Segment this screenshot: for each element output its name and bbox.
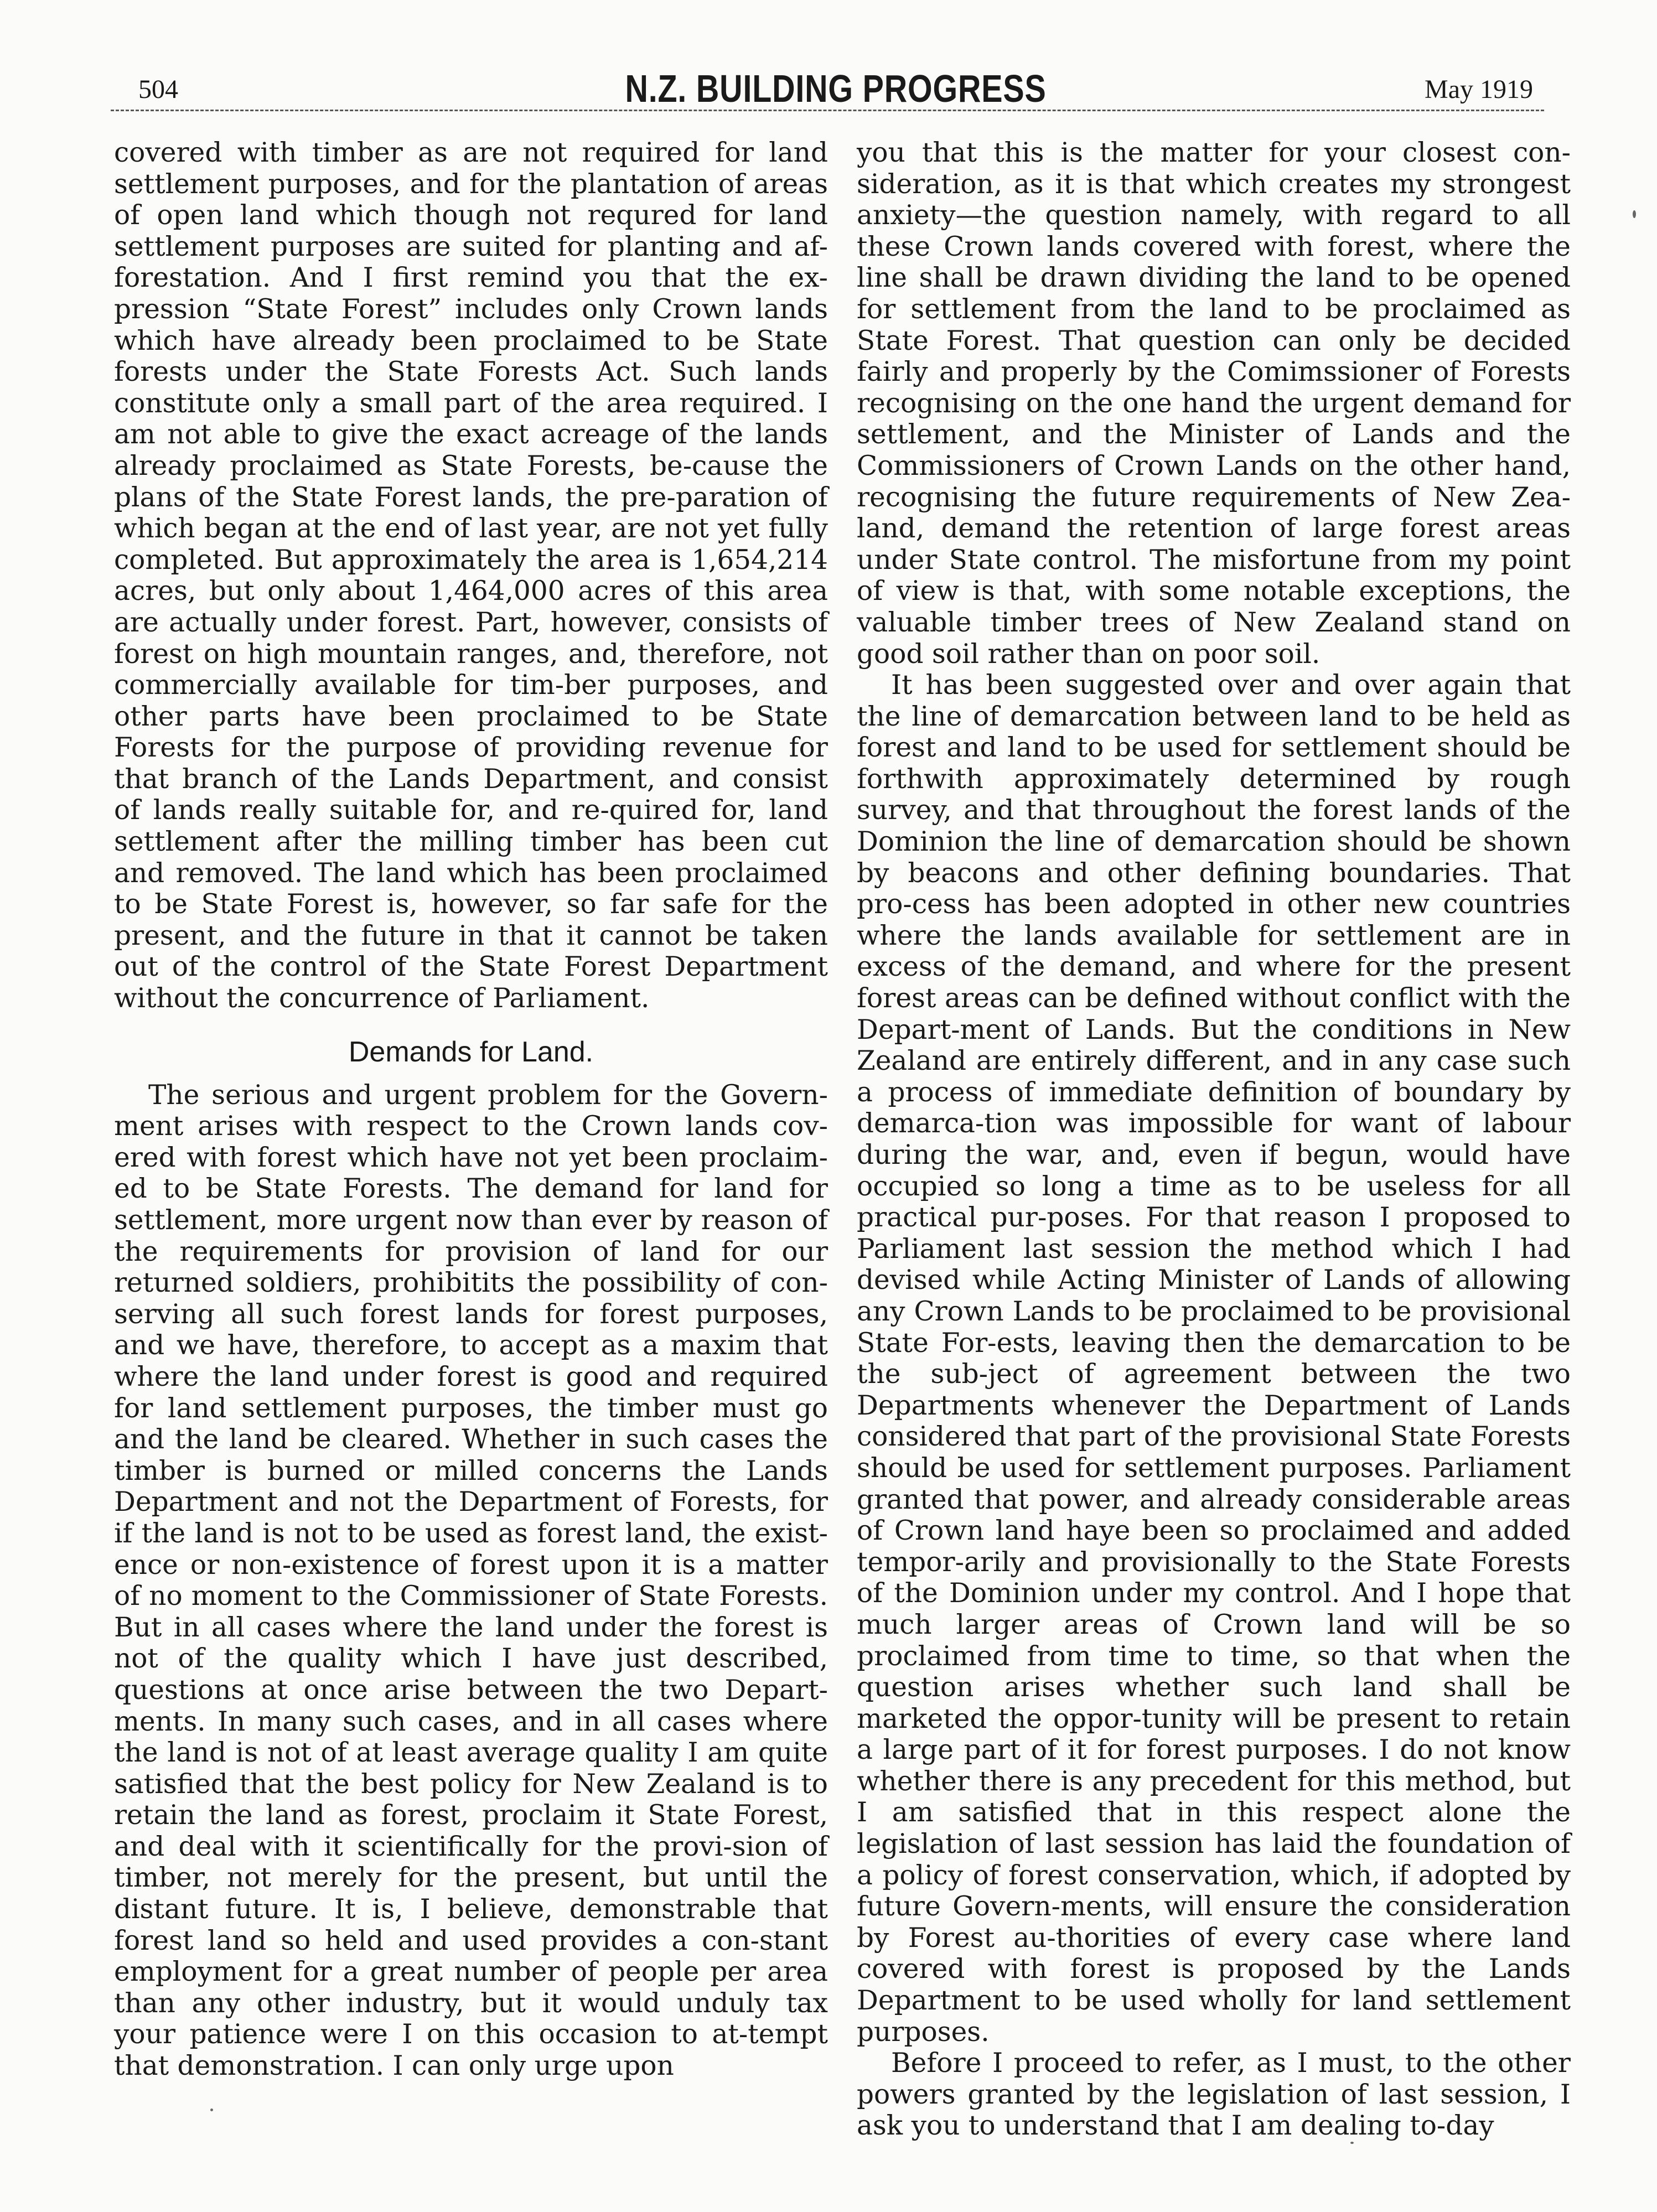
page-header [111,66,1561,116]
ink-speck [1633,210,1636,218]
page-number: 504 [138,75,178,104]
left-paragraph-2: The serious and urgent problem for the Govern-ment arises with respect to the Crown lands cov-ered with forest which have not yet been proclaim-ed to be State Forests. The demand for land for settlement, more urgent now than ever by reason of the requirements for provision of land for our returned soldiers, prohibitits the possibility of con-serving all such forest lands for forest purposes, and we have, therefore, to accept as a maxim that where the land under forest is good and required for land settlement purposes, the timber must go and the land be cleared. Whether in such cases the timber is burned or milled concerns the Lands Department and not the Department of Forests, for if the land is not to be used as forest land, the exist-ence or non-existence of forest upon it is a matter of no moment to the Commissioner of State Forests. But in all cases where the land under the forest is not of the quality which I have just described, questions at once arise between the two Depart-ments. In many such cases, and in all cases where the land is not of at least average quality I am quite satisfied that the best policy for New Zealand is to retain the land as forest, proclaim it State Forest, and deal with it scientifically for the provi-sion of timber, not merely for the present, but until the distant future. It is, I believe, demonstrable that forest land so held and used provides a con-stant employment for a great number of people per area than any other industry, but it would unduly tax your patience were I on this occasion to at-tempt that demonstration. I can only urge upon [114,1079,828,2082]
ink-speck [1350,2142,1354,2144]
left-column [114,137,828,2082]
journal-title: N.Z. BUILDING PROGRESS [625,67,1047,110]
section-heading: Demands for Land. [348,1035,594,1068]
right-paragraph-3: Before I proceed to refer, as I must, to the other powers granted by the legislation of last session, I ask you to understand that I am dealing to-day [857,2048,1571,2142]
left-paragraph-1: covered with timber as are not required for land settlement purposes, and for the plantation of areas of open land which though not requred for land settlement purposes are suited for planting and af-forestation. And I first remind you that the ex-pression “State Forest” includes only Crown lands which have already been proclaimed to be State forests under the State Forests Act. Such lands constitute only a small part of the area required. I am not able to give the exact acreage of the lands already proclaimed as State Forests, be-cause the plans of the State Forest lands, the pre-paration of which began at the end of last year, are not yet fully completed. But approximately the area is 1,654,214 acres, but only about 1,464,000 acres of this area are actually under forest. Part, however, consists of forest on high mountain ranges, and, therefore, not commercially available for tim-ber purposes, and other parts have been proclaimed to be State Forests for the purpose of providing revenue for that branch of the Lands Department, and consist of lands really suitable for, and re-quired for, land settlement after the milling timber has been cut and removed. The land which has been proclaimed to be State Forest is, however, so far safe for the present, and the future in that it cannot be taken out of the control of the State Forest Department without the concurrence of Parliament. [114,137,828,1014]
right-paragraph-1: you that this is the matter for your closest con-sideration, as it is that which creates my strongest anxiety—the question namely, with regard to all these Crown lands covered with forest, where the line shall be drawn dividing the land to be opened for settlement from the land to be proclaimed as State Forest. That question can only be decided fairly and properly by the Comimssioner of Forests recognising on the one hand the urgent demand for settlement, and the Minister of Lands and the Commissioners of Crown Lands on the other hand, recognising the future requirements of New Zea-land, demand the retention of large forest areas under State control. The misfortune from my point of view is that, with some notable exceptions, the valuable timber trees of New Zealand stand on good soil rather than on poor soil. [857,137,1571,670]
right-column [857,137,1571,2142]
issue-date: May 1919 [1425,75,1533,104]
ink-speck [210,2109,213,2111]
header-rule [111,110,1544,111]
right-paragraph-2: It has been suggested over and over again that the line of demarcation between land to be held as forest and land to be used for settlement should be forthwith approximately determined by rough survey, and that throughout the forest lands of the Dominion the line of demarcation should be shown by beacons and other defining boundaries. That pro-cess has been adopted in other new countries where the lands available for settlement are in excess of the demand, and where for the present forest areas can be defined without conflict with the Depart-ment of Lands. But the conditions in New Zealand are entirely different, and in any case such a process of immediate definition of boundary by demarca-tion was impossible for want of labour during the war, and, even if begun, would have occupied so long a time as to be useless for all practical pur-poses. For that reason I proposed to Parliament last session the method which I had devised while Acting Minister of Lands of allowing any Crown Lands to be proclaimed to be provisional State For-ests, leaving then the demarcation to be the sub-ject of agreement between the two Departments whenever the Department of Lands considered that part of the provisional State Forests should be used for settlement purposes. Parliament granted that power, and already considerable areas of Crown land haye been so proclaimed and added tempor-arily and provisionally to the State Forests of the Dominion under my control. And I hope that much larger areas of Crown land will be so proclaimed from time to time, so that when the question arises whether such land shall be marketed the oppor-tunity will be present to retain a large part of it for forest purposes. I do not know whether there is any precedent for this method, but I am satisfied that in this respect alone the legislation of last session has laid the foundation of a policy of forest conservation, which, if adopted by future Govern-ments, will ensure the consideration by Forest au-thorities of every case where land covered with forest is proposed by the Lands Department to be used wholly for land settlement purposes. [857,670,1571,2048]
